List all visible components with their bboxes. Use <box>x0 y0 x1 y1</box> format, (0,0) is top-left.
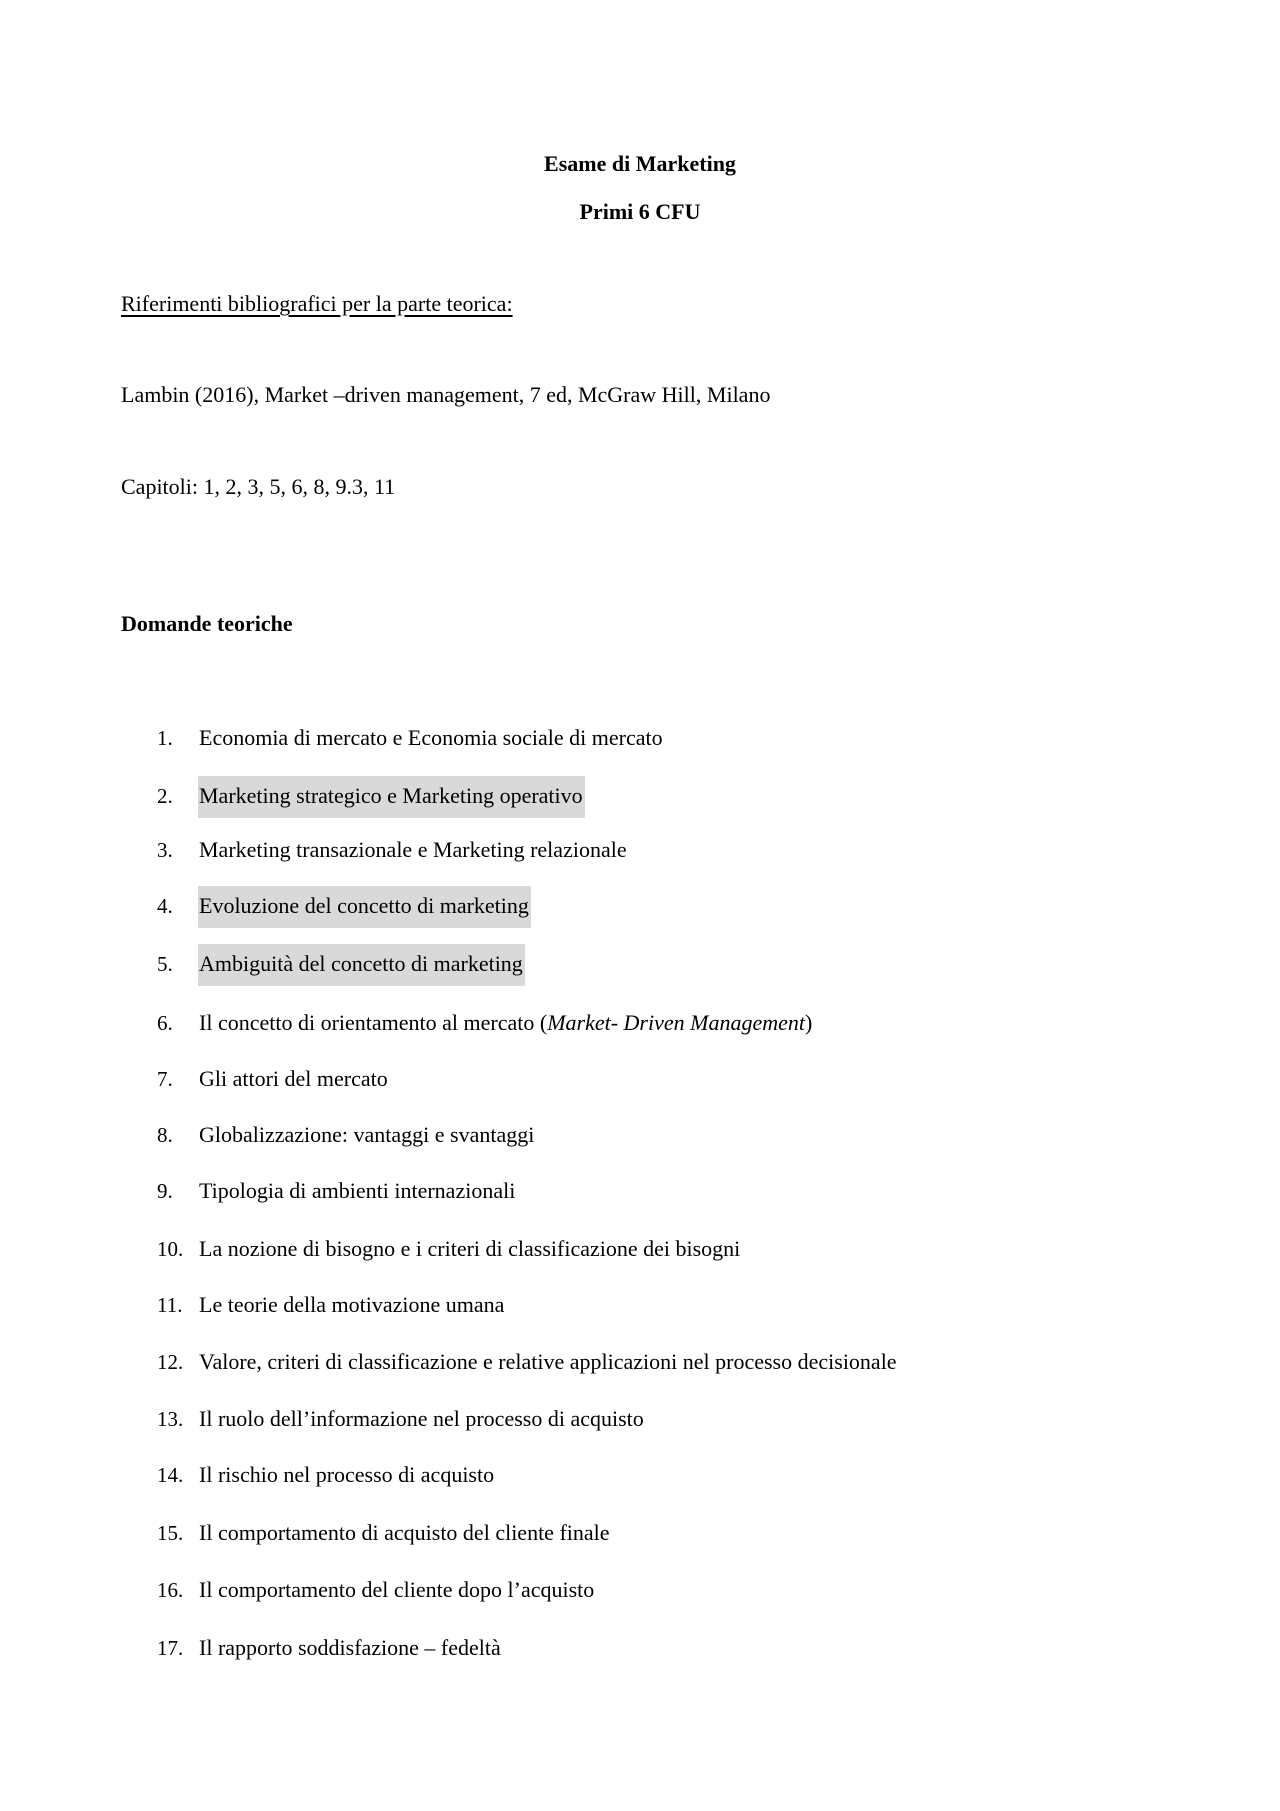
document-subtitle: Primi 6 CFU <box>579 199 701 224</box>
question-item <box>0 1285 1100 1325</box>
document-title: Esame di Marketing <box>544 151 736 176</box>
question-item <box>0 776 1100 816</box>
question-item <box>0 1115 1100 1155</box>
question-number: 14. <box>157 1463 184 1487</box>
question-number: 7. <box>157 1067 173 1091</box>
question-text-after: ) <box>805 1010 813 1035</box>
question-text-highlighted: Marketing strategico e Marketing operativo <box>198 776 585 818</box>
question-number: 15. <box>157 1521 184 1545</box>
question-text-italic: Market- Driven Management <box>547 1010 805 1035</box>
question-item <box>0 830 1100 870</box>
chapters-list: Capitoli: 1, 2, 3, 5, 6, 8, 9.3, 11 <box>121 474 396 499</box>
question-text-before: Il concetto di orientamento al mercato ( <box>199 1010 548 1035</box>
question-text-highlighted: Ambiguità del concetto di marketing <box>198 944 525 986</box>
question-item <box>0 944 1100 984</box>
question-text: Il rapporto soddisfazione – fedeltà <box>199 1635 501 1660</box>
question-text: Il comportamento di acquisto del cliente finale <box>199 1520 610 1545</box>
question-text: Tipologia di ambienti internazionali <box>199 1178 516 1203</box>
question-item <box>0 1455 1100 1495</box>
question-text: Economia di mercato e Economia sociale di mercato <box>199 725 663 750</box>
question-text: Le teorie della motivazione umana <box>199 1292 505 1317</box>
question-number: 4. <box>157 894 173 918</box>
question-item <box>0 886 1100 926</box>
question-number: 6. <box>157 1011 173 1035</box>
question-text-highlighted: Evoluzione del concetto di marketing <box>198 886 531 928</box>
question-text: Il comportamento del cliente dopo l’acquisto <box>199 1577 595 1602</box>
question-text: Il ruolo dell’informazione nel processo di acquisto <box>199 1406 644 1431</box>
question-number: 12. <box>157 1350 184 1374</box>
question-number: 9. <box>157 1179 173 1203</box>
question-number: 17. <box>157 1636 184 1660</box>
question-number: 10. <box>157 1237 184 1261</box>
question-text <box>198 1009 814 1037</box>
question-number: 11. <box>157 1293 183 1317</box>
question-item <box>0 1342 1100 1382</box>
question-number: 5. <box>157 952 173 976</box>
question-item <box>0 1059 1100 1099</box>
question-text: La nozione di bisogno e i criteri di classificazione dei bisogni <box>199 1236 741 1261</box>
question-text: Gli attori del mercato <box>199 1066 388 1091</box>
questions-heading: Domande teoriche <box>121 611 293 636</box>
question-text: Il rischio nel processo di acquisto <box>199 1462 495 1487</box>
question-number: 13. <box>157 1407 184 1431</box>
question-item <box>0 718 1100 758</box>
question-number: 16. <box>157 1578 184 1602</box>
question-item <box>0 1628 1100 1668</box>
book-reference: Lambin (2016), Market –driven management, 7 ed, McGraw Hill, Milano <box>121 382 771 407</box>
question-text: Valore, criteri di classificazione e relative applicazioni nel processo decisionale <box>199 1349 897 1374</box>
question-text: Globalizzazione: vantaggi e svantaggi <box>199 1122 535 1147</box>
question-item <box>0 1171 1100 1211</box>
references-heading: Riferimenti bibliografici per la parte teorica: <box>121 291 513 316</box>
question-item <box>0 1399 1100 1439</box>
question-number: 8. <box>157 1123 173 1147</box>
question-number: 1. <box>157 726 173 750</box>
question-number: 3. <box>157 838 173 862</box>
question-text: Marketing transazionale e Marketing relazionale <box>199 837 627 862</box>
question-item <box>0 1513 1100 1553</box>
question-number: 2. <box>157 784 173 808</box>
question-item <box>0 1570 1100 1610</box>
question-item <box>0 1003 1100 1043</box>
question-item <box>0 1229 1100 1269</box>
